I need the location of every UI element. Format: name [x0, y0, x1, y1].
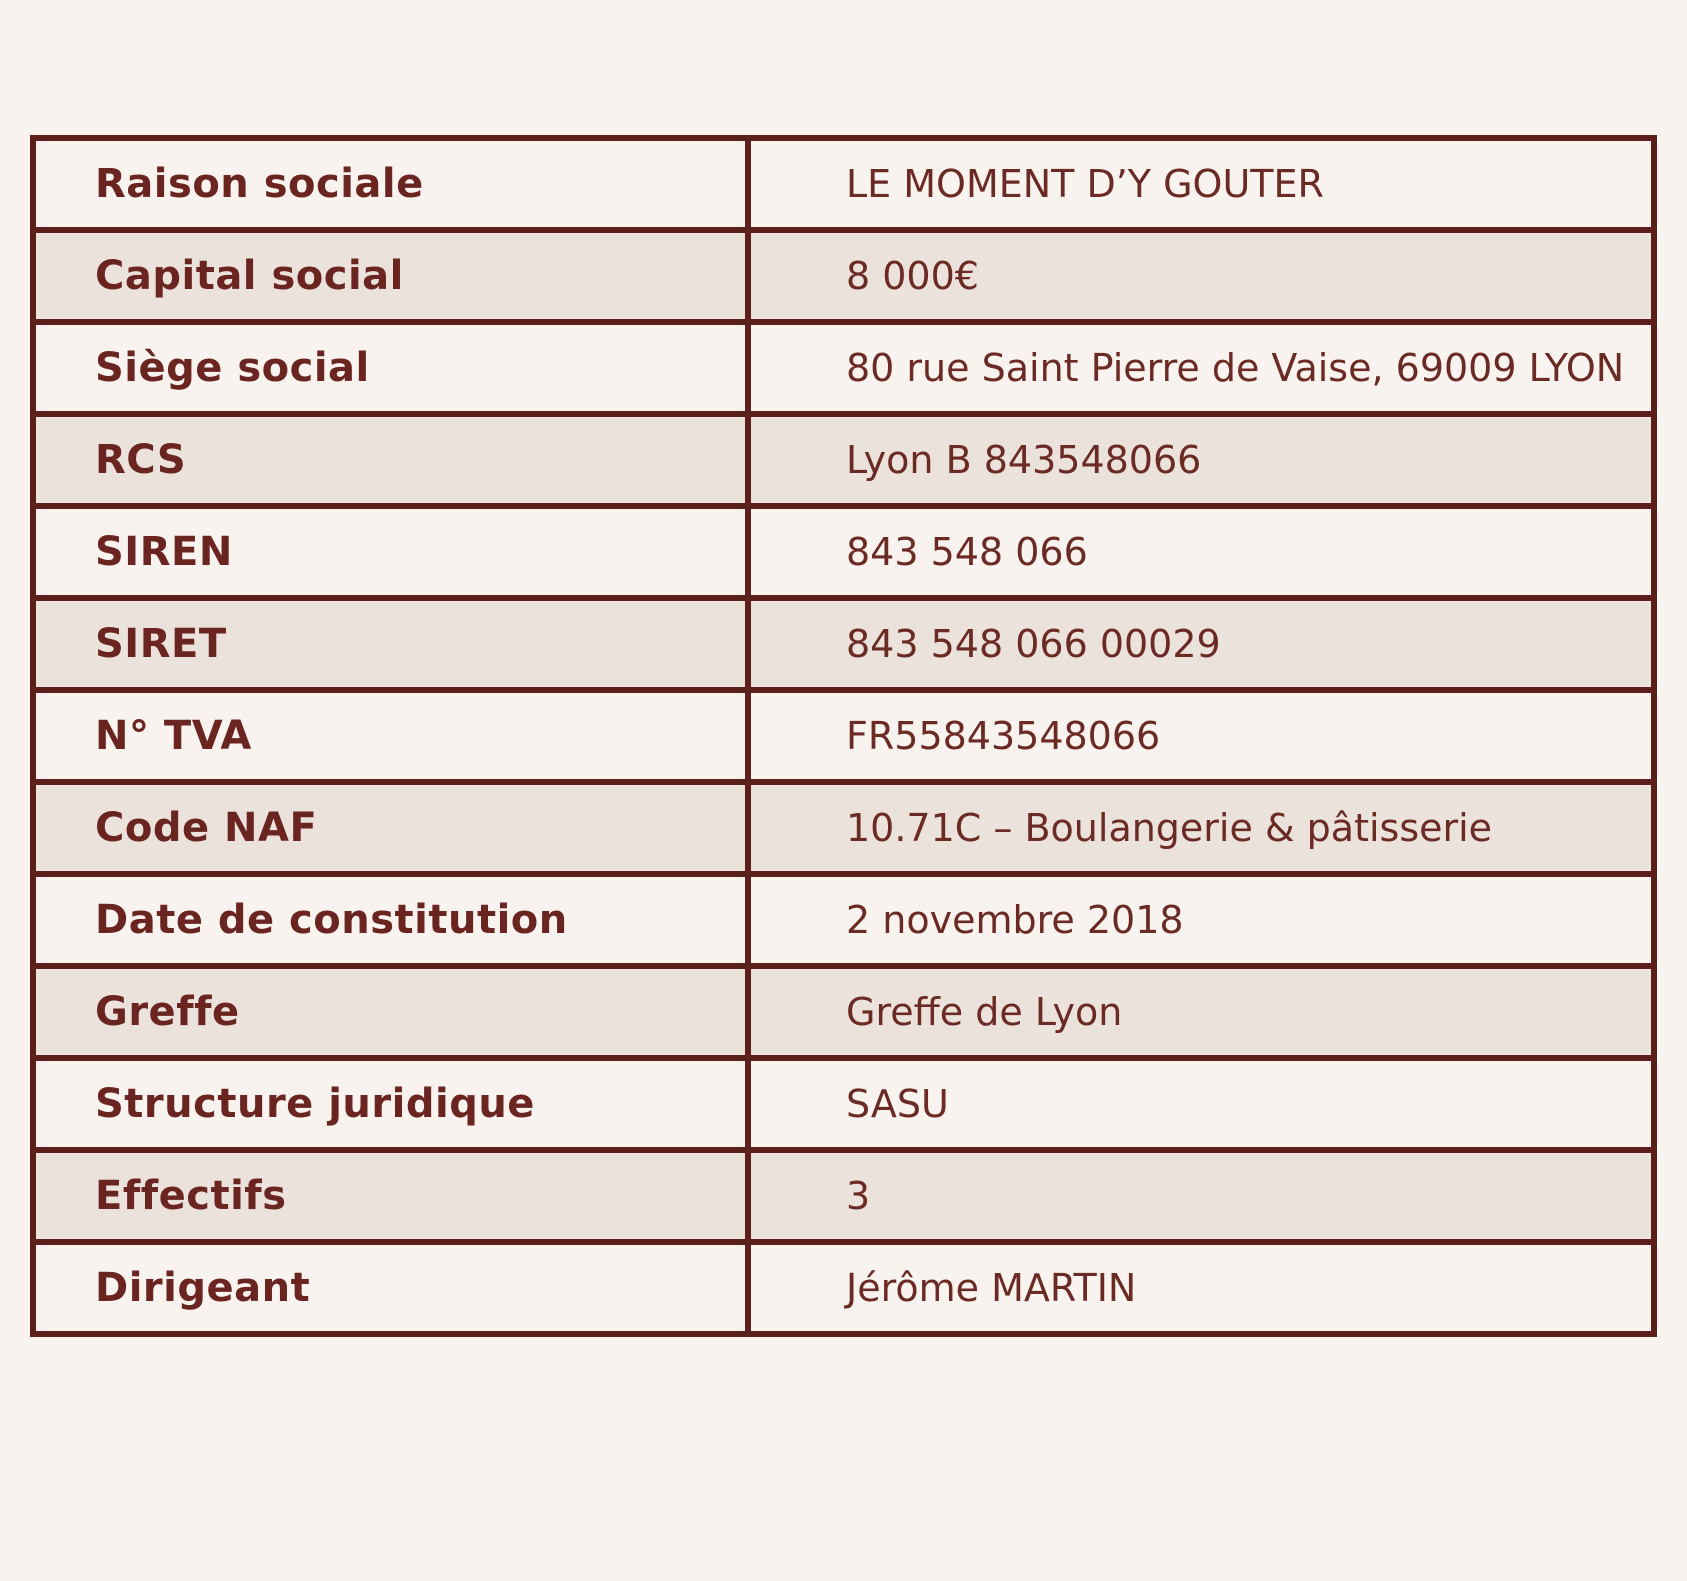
field-value: FR55843548066 [748, 690, 1654, 782]
field-label: Capital social [33, 230, 748, 322]
field-label: Date de constitution [33, 874, 748, 966]
field-label: Siège social [33, 322, 748, 414]
table-row [33, 690, 1654, 782]
field-label: SIREN [33, 506, 748, 598]
field-label: Code NAF [33, 782, 748, 874]
table-row [33, 1058, 1654, 1150]
field-value: 843 548 066 00029 [748, 598, 1654, 690]
field-value: 2 novembre 2018 [748, 874, 1654, 966]
field-label: Effectifs [33, 1150, 748, 1242]
table-row [33, 966, 1654, 1058]
table-row [33, 782, 1654, 874]
field-label: RCS [33, 414, 748, 506]
table-row [33, 1150, 1654, 1242]
field-label: Greffe [33, 966, 748, 1058]
field-value: 843 548 066 [748, 506, 1654, 598]
field-label: Structure juridique [33, 1058, 748, 1150]
field-value: LE MOMENT D’Y GOUTER [748, 138, 1654, 230]
table-row [33, 138, 1654, 230]
table-row [33, 322, 1654, 414]
field-value: Greffe de Lyon [748, 966, 1654, 1058]
company-info-table [30, 135, 1657, 1337]
field-value: SASU [748, 1058, 1654, 1150]
field-label: Raison sociale [33, 138, 748, 230]
table-row [33, 598, 1654, 690]
table-row [33, 506, 1654, 598]
field-value: Jérôme MARTIN [748, 1242, 1654, 1334]
table-row [33, 230, 1654, 322]
field-value: 3 [748, 1150, 1654, 1242]
table-row [33, 1242, 1654, 1334]
field-label: N° TVA [33, 690, 748, 782]
field-value: 80 rue Saint Pierre de Vaise, 69009 LYON [748, 322, 1654, 414]
field-label: Dirigeant [33, 1242, 748, 1334]
field-label: SIRET [33, 598, 748, 690]
field-value: 10.71C – Boulangerie & pâtisserie [748, 782, 1654, 874]
field-value: Lyon B 843548066 [748, 414, 1654, 506]
table-row [33, 414, 1654, 506]
table-row [33, 874, 1654, 966]
field-value: 8 000€ [748, 230, 1654, 322]
